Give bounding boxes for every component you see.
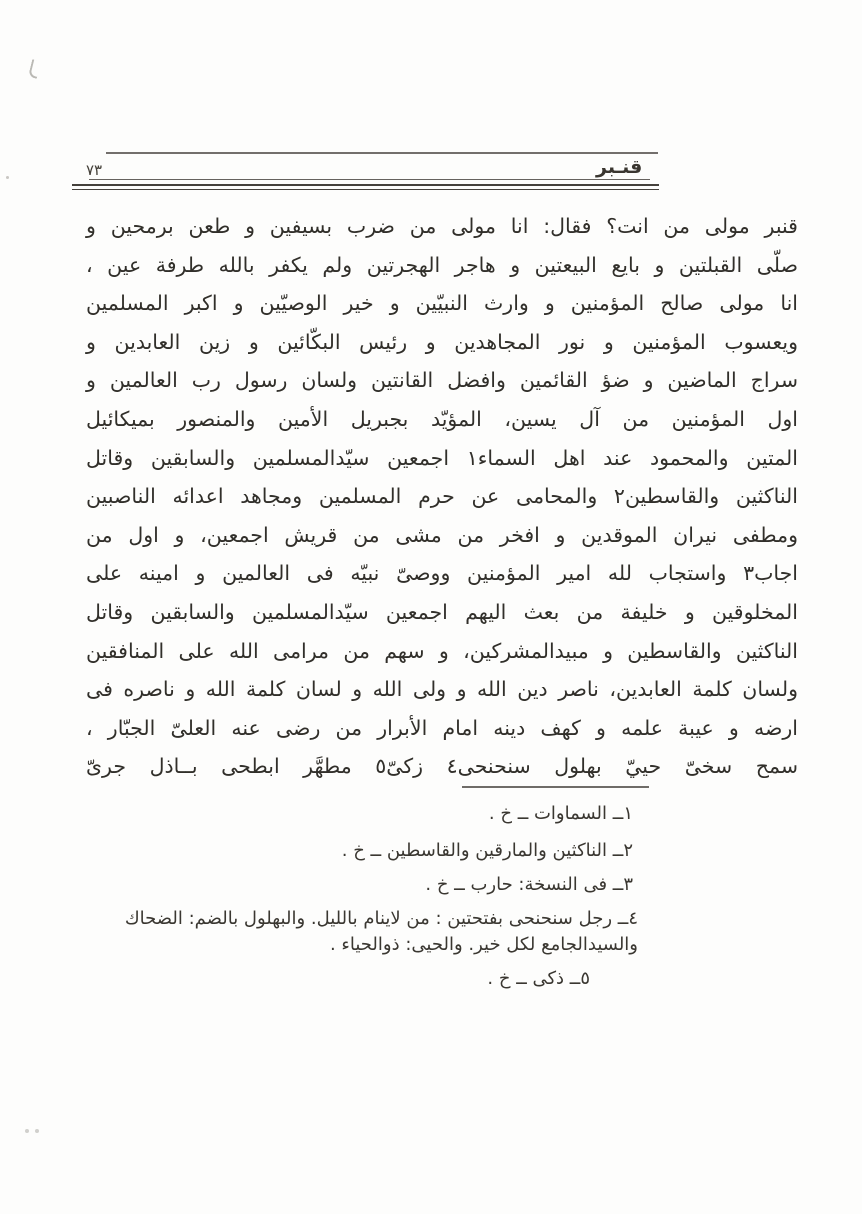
footnote-separator-rule (462, 786, 649, 788)
body-text-block (86, 207, 798, 786)
body-line: اجاب٣ واستجاب لله امير المؤمنين ووصىّ نبيّه فى العالمين و امينه على (86, 561, 798, 586)
footnote-2: ٢ــ الناكثين والمارقين والقاسطين ــ خ . (341, 840, 633, 861)
body-line: ومطفى نيران الموقدين و افخر من مشى من قريش اجمعين، و اول من (86, 522, 798, 547)
body-line: المخلوقين و خليفة من بعث اليهم اجمعين سيّدالمسلمين والسابقين وقاتل (86, 599, 798, 624)
body-line: سمح سخىّ حييّ بهلول سنحنحى٤ زكىّ٥ مطهَّر ابطحى بــاذل جرىّ (86, 754, 799, 779)
footnote-4-line-2: والسيدالجامع لكل خير. والحيى: ذوالحياء . (329, 934, 638, 955)
ink-mark-top-left (28, 59, 41, 79)
footnote-5: ٥ــ ذكى ــ خ . (487, 968, 590, 989)
body-line: صلّى القبلتين و بايع البيعتين و هاجر الهجرتين ولم يكفر بالله طرفة عين ، (86, 252, 798, 277)
footnote-3: ٣ــ فى النسخة: حارب ــ خ . (425, 874, 633, 895)
header-top-rule (106, 152, 658, 154)
ink-mark-bottom-left (22, 1118, 44, 1130)
ink-mark-left-margin (6, 176, 9, 179)
body-line: قنبر مولى من انت؟ فقال: انا مولى من ضرب بسيفين و طعن برمحين و (86, 214, 798, 238)
body-line: الناكثين والقاسطين٢ والمحامى عن حرم المسلمين ومجاهد اعدائه الناصبين (86, 484, 798, 509)
body-line: اول المؤمنين من آل يسين، المؤيّد بجبريل الأمين والمنصور بميكائيل (86, 406, 798, 431)
body-line: ولسان كلمة العابدين، ناصر دين الله و ولى الله و لسان كلمة الله و ناصره فى (86, 677, 798, 702)
body-line: سراج الماضين و ضؤ القائمين وافضل القانتين ولسان رسول رب العالمين و (86, 368, 798, 393)
header-double-rule (72, 184, 659, 190)
footnote-4-line-1: ٤ــ رجل سنحنحى بفتحتين : من لاينام بالليل. والبهلول بالضم: الضحاك (124, 908, 638, 929)
body-line: انا مولى صالح المؤمنين و وارث النبيّين و خير الوصيّين و اكبر المسلمين (86, 291, 798, 316)
header-baseline-rule (89, 179, 650, 180)
body-line: المتين والمحمود عند اهل السماء١ اجمعين سيّدالمسلمين والسابقين وقاتل (86, 445, 798, 470)
page-number: ٧٣ (86, 161, 103, 179)
body-line: الناكثين والقاسطين و مبيدالمشركين، و سهم من مرامى الله على المنافقين (86, 638, 798, 663)
page-title: قنـبر (596, 156, 643, 178)
footnote-1: ١ــ السماوات ــ خ . (488, 803, 633, 824)
body-line: ارضه و عيبة علمه و كهف دينه امام الأبرار من رضى عنه العلىّ الجبّار ، (86, 715, 798, 740)
body-line: ويعسوب المؤمنين و نور المجاهدين و رئيس البكّائين و زين العابدين و (86, 329, 798, 354)
